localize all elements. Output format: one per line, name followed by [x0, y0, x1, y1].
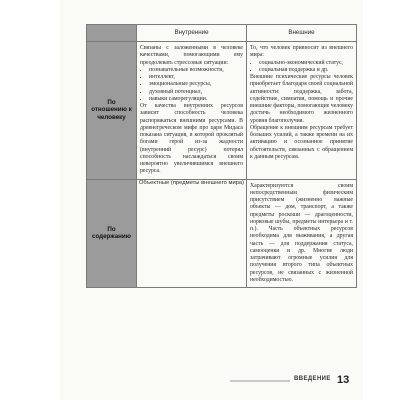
internal-body: От качества внутренних ресурсов зависит способность человека распоряжаться внешними ресурсами. В древнегреческом мифе про царя Мидаса показана ситуация, в которой проклятый богами герой из-за жадности (внутренний ресурс) потерял способность наслаждаться своим невероятно увеличившимся внешнего ресурса.	[140, 103, 243, 175]
external-paragraph-1: Внешние психические ресурсы человек приобретает благодаря своей социальной активности: поддержка, забота, содействие, симпатия, помощь и прочие внешние факторы, помогающие человеку достичь необходимого жизненного уровня благополучия.	[250, 74, 353, 124]
header-external: Внешние	[247, 25, 357, 42]
row-label-by-content: По содержанию	[87, 179, 137, 288]
header-internal: Внутренние	[137, 25, 247, 42]
page-number: 13	[337, 374, 350, 386]
external-list	[250, 60, 353, 75]
object-resources-cell	[247, 179, 357, 288]
page-footer	[230, 376, 356, 390]
list-item: • навыки саморегуляции.	[149, 96, 243, 103]
table-row-by-content	[87, 179, 357, 288]
table-row-by-person	[87, 42, 357, 180]
external-paragraph-2: Обращение к внешним ресурсам требует больших усилий, а также времени на их активацию и осознанное принятие обстоятельств, связанных с обращением к данным ресурсам.	[250, 124, 353, 160]
internal-resources-cell	[137, 42, 247, 180]
footer-rule	[230, 380, 290, 382]
list-item: • эмоциональные ресурсы,	[149, 81, 243, 88]
resources-table	[86, 24, 357, 288]
row-label-by-person: По отношению к человеку	[87, 42, 137, 180]
external-resources-cell	[247, 42, 357, 180]
footer-section-title: ВВЕДЕНИЕ	[294, 376, 331, 382]
header-corner-cell	[87, 25, 137, 42]
internal-intro: Связаны с заложенными в человеке качествами, помогающими ему преодолевать стрессовые ситуации:	[140, 45, 243, 66]
list-item: • духовный потенциал,	[149, 89, 243, 96]
list-item: • познавательные возможности,	[149, 67, 243, 74]
table-header-row	[87, 25, 357, 42]
list-item: • социальная поддержка и др.	[259, 67, 353, 74]
object-resources-text: Характеризуются своим непосредственным физическим присутствием (жизненно важные объекты — дом, транспорт, а также предметы роскоши — драгоценности, норковые шубы, предметы интерьера и т. п.). Часть объектных ресурсов необходима для выживания, а другая часть — для поддержания статуса, самооценки и др. Многие люди затрачивают огромные усилия для получения второго типа объектных ресурсов, не связанных с жизненной необходимостью.	[250, 182, 353, 283]
list-item: • интеллект,	[149, 74, 243, 81]
list-item: • социально-экономический статус,	[259, 60, 353, 67]
object-resources-label: Объектные (предметы внешнего мира)	[137, 179, 247, 288]
external-intro: То, что человек привносит из внешнего мира:	[250, 45, 353, 59]
internal-list	[140, 67, 243, 103]
